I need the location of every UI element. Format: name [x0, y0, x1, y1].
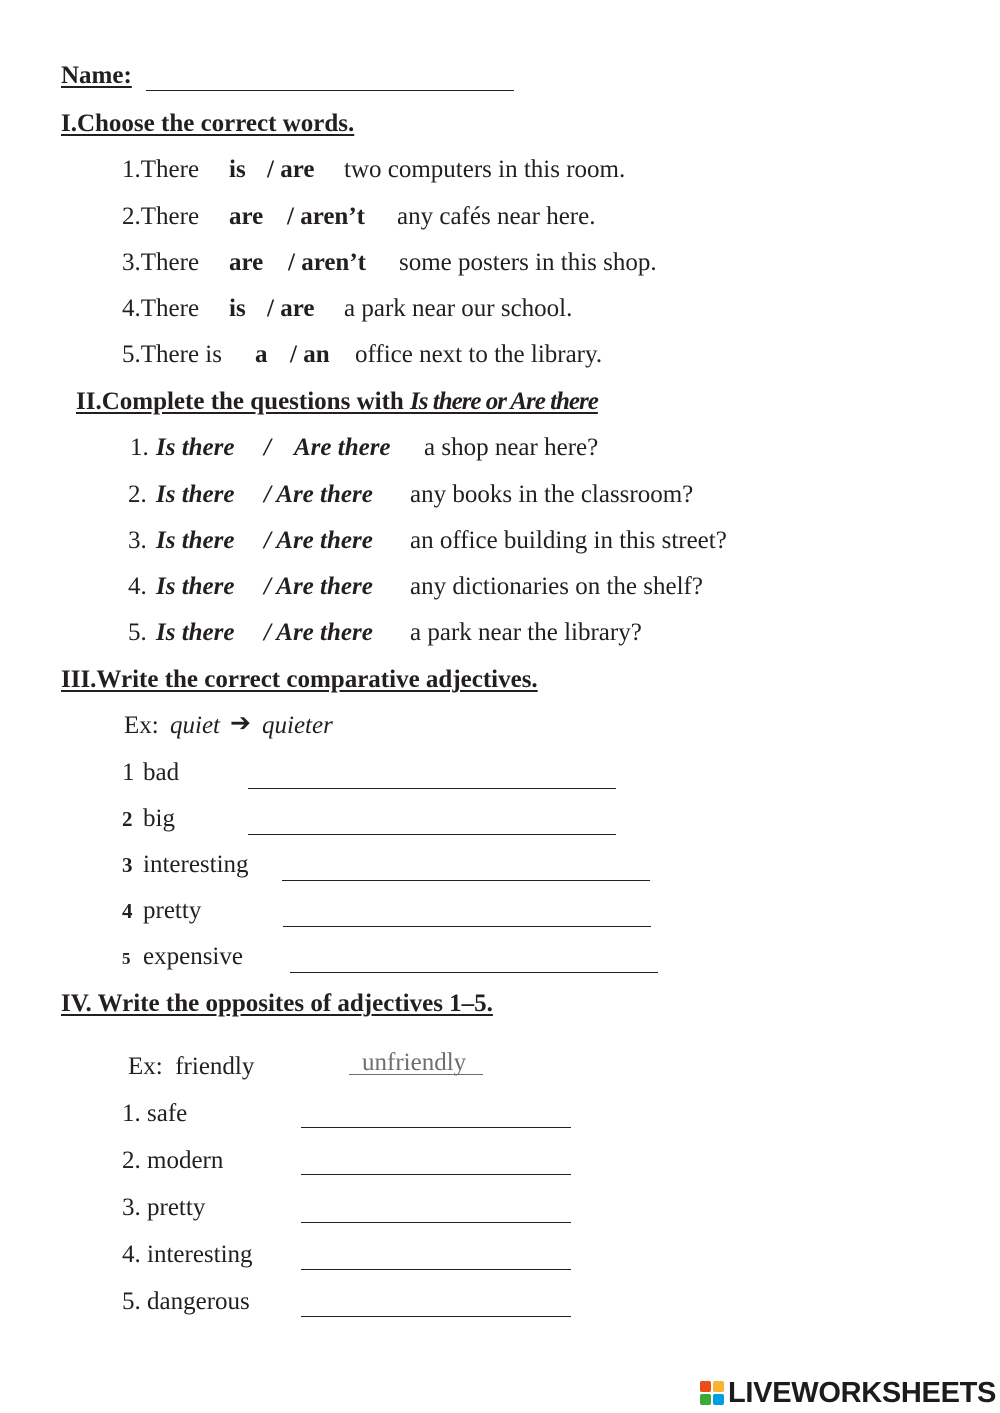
item-word: pretty	[143, 897, 202, 924]
item-number: 5.	[128, 619, 147, 646]
opposite-answer-input[interactable]	[301, 1287, 571, 1317]
option-a[interactable]: a	[255, 341, 268, 368]
item-word: big	[143, 805, 175, 832]
item-number: 1	[122, 759, 135, 786]
item-word: bad	[143, 759, 180, 786]
comparative-answer-input[interactable]	[283, 897, 651, 927]
item-number: 5	[122, 949, 131, 968]
option-is-there[interactable]: Is there	[156, 619, 235, 646]
item-label: 1. safe	[122, 1100, 188, 1127]
option-is-there[interactable]: Is there	[156, 481, 235, 508]
item-prefix: 1.There	[122, 156, 200, 183]
option-are[interactable]: / are	[267, 295, 315, 322]
section3-heading: III.Write the correct comparative adjectives.	[61, 666, 538, 693]
item-label: 2. modern	[122, 1147, 224, 1174]
section2-heading	[76, 389, 598, 414]
item-number: 4.	[128, 573, 147, 600]
option-arent[interactable]: / aren’t	[287, 203, 365, 230]
item-sentence: a shop near here?	[424, 434, 599, 461]
example-label: Ex:	[124, 712, 159, 739]
option-is[interactable]: is	[229, 295, 246, 322]
arrow-right-icon: ➔	[230, 710, 251, 737]
option-are[interactable]: / are	[267, 156, 315, 183]
section2-heading-main: II.Complete the questions with	[76, 388, 411, 415]
liveworksheets-icon	[700, 1381, 724, 1405]
item-number: 4	[122, 899, 133, 923]
item-sentence: any cafés near here.	[397, 203, 596, 230]
logo-text: LIVEWORKSHEETS	[728, 1376, 997, 1409]
item-number: 2	[122, 807, 133, 831]
opposite-answer-input[interactable]	[301, 1193, 571, 1223]
option-are-there[interactable]: / Are there	[264, 481, 373, 508]
logo-square	[700, 1394, 711, 1405]
example-word: quiet	[170, 712, 220, 739]
option-are-there[interactable]: / Are there	[264, 527, 373, 554]
item-prefix: 2.There	[122, 203, 200, 230]
option-are-there[interactable]: / Are there	[264, 573, 373, 600]
item-prefix: 3.There	[122, 249, 200, 276]
option-an[interactable]: / an	[290, 341, 330, 368]
option-are[interactable]: are	[229, 249, 264, 276]
item-word: expensive	[143, 943, 243, 970]
item-sentence: a park near the library?	[410, 619, 642, 646]
item-number: 3	[122, 853, 133, 877]
name-input[interactable]	[146, 61, 514, 91]
opposite-answer-input[interactable]	[301, 1240, 571, 1270]
item-number: 2.	[128, 481, 147, 508]
section1-heading: I.Choose the correct words.	[61, 110, 355, 137]
comparative-answer-input[interactable]	[248, 759, 616, 789]
logo-square	[713, 1394, 724, 1405]
option-are-there[interactable]: Are there	[294, 434, 391, 461]
option-separator: /	[264, 434, 271, 461]
item-sentence: any books in the classroom?	[410, 481, 694, 508]
opposite-answer-input[interactable]	[301, 1145, 571, 1175]
item-sentence: office next to the library.	[355, 341, 603, 368]
name-label: Name:	[61, 62, 132, 89]
opposite-answer-input[interactable]	[301, 1098, 571, 1128]
option-arent[interactable]: / aren’t	[288, 249, 366, 276]
item-label: 5. dangerous	[122, 1288, 250, 1315]
comparative-answer-input[interactable]	[282, 851, 650, 881]
item-sentence: an office building in this street?	[410, 527, 727, 554]
item-sentence: any dictionaries on the shelf?	[410, 573, 703, 600]
section4-heading: IV. Write the opposites of adjectives 1–5.	[61, 990, 493, 1017]
example-label: Ex: friendly	[128, 1053, 255, 1080]
item-word: interesting	[143, 851, 249, 878]
item-label: 3. pretty	[122, 1194, 206, 1221]
logo-square	[700, 1381, 711, 1392]
option-is[interactable]: is	[229, 156, 246, 183]
example-answer: quieter	[262, 712, 333, 739]
item-sentence: a park near our school.	[344, 295, 573, 322]
option-are[interactable]: are	[229, 203, 264, 230]
logo-square	[713, 1381, 724, 1392]
item-prefix: 5.There is	[122, 341, 222, 368]
item-label: 4. interesting	[122, 1241, 253, 1268]
comparative-answer-input[interactable]	[248, 805, 616, 835]
option-is-there[interactable]: Is there	[156, 573, 235, 600]
section2-heading-italic: Is there or Are there	[410, 388, 598, 415]
item-sentence: some posters in this shop.	[399, 249, 657, 276]
item-prefix: 4.There	[122, 295, 200, 322]
liveworksheets-logo[interactable]	[700, 1376, 996, 1410]
option-is-there[interactable]: Is there	[156, 527, 235, 554]
item-sentence: two computers in this room.	[344, 156, 626, 183]
comparative-answer-input[interactable]	[290, 943, 658, 973]
item-number: 3.	[128, 527, 147, 554]
option-are-there[interactable]: / Are there	[264, 619, 373, 646]
item-number: 1.	[130, 434, 149, 461]
option-is-there[interactable]: Is there	[156, 434, 235, 461]
example-answer: unfriendly	[362, 1049, 467, 1076]
